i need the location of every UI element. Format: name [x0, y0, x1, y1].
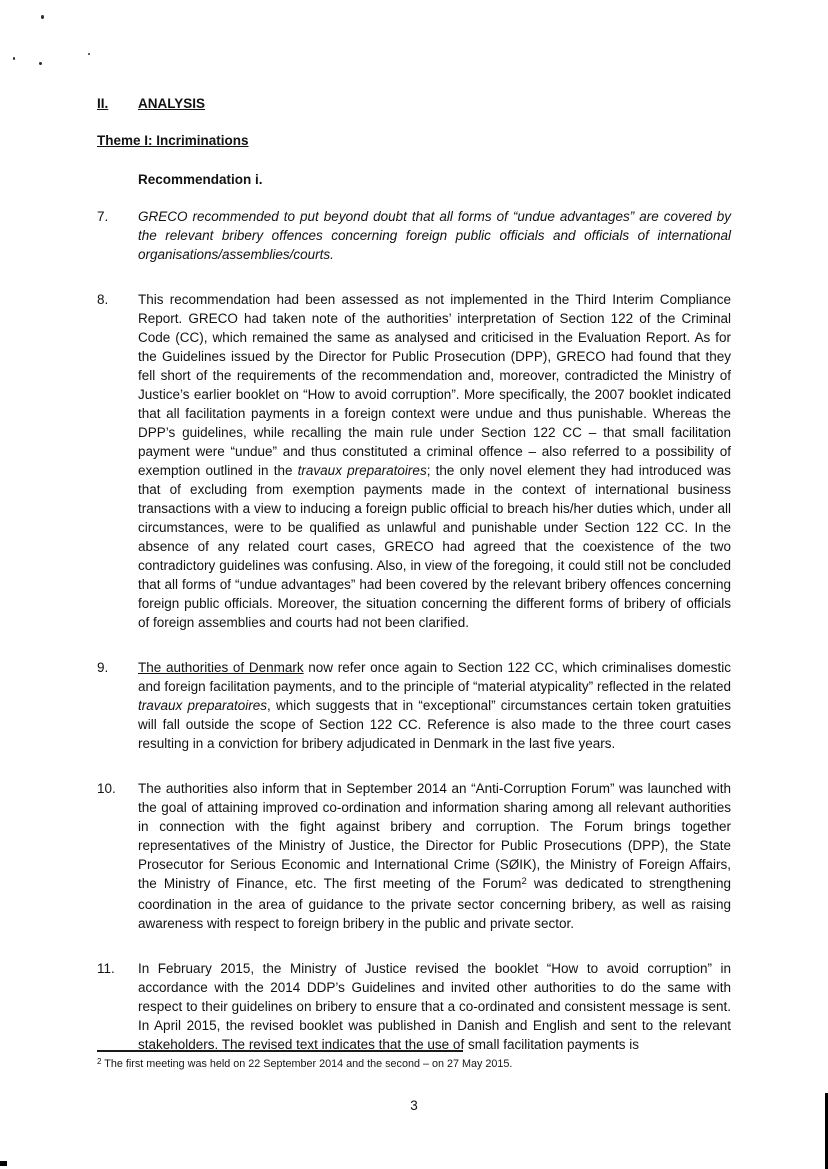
- section-heading: [97, 94, 731, 113]
- section-title: ANALYSIS: [138, 96, 206, 111]
- paragraph-text: The authorities also inform that in September 2014 an “Anti-Corruption Forum” was launched with the goal of attaining improved co-ordination and information sharing among all relevant authorities in connection with the fight against bribery and corruption. The Forum brings together representatives of the Ministry of Justice, the Director for Public Prosecutions (DPP), the State Prosecutor for Serious Economic and International Crime (SØIK), the Ministry of Foreign Affairs, the Ministry of Finance, etc. The first meeting of the Forum$^2$ was dedicated to strengthening coordination in the area of guidance to the private sector concerning bribery, as well as raising awareness with respect to foreign bribery in the public and private sector.: [138, 781, 731, 931]
- paragraph-11: [97, 959, 731, 1054]
- paragraph-9: [97, 658, 731, 753]
- page-number: 3: [410, 1098, 418, 1113]
- paragraph-number: 7.: [97, 209, 109, 224]
- footnote-text: [97, 1057, 731, 1072]
- scan-artifact: [13, 57, 15, 60]
- paragraph-10: [97, 779, 731, 933]
- section-number: II.: [97, 96, 109, 111]
- scan-artifact: [88, 53, 90, 55]
- paragraph-text: This recommendation had been assessed as not implemented in the Third Interim Compliance Report. GRECO had taken note of the authorities’ interpretation of Section 122 of the Criminal Code (CC), which remained the same as analysed and criticised in the Evaluation Report. As for the Guidelines issued by the Director for Public Prosecution (DPP), GRECO had found that they fell short of the requirements of the recommendation and, moreover, contradicted the Ministry of Justice’s earlier booklet on “How to avoid corruption”. More specifically, the 2007 booklet indicated that all facilitation payments in a foreign context were undue and thus punishable. Whereas the DPP’s guidelines, while recalling the main rule under Section 122 CC – that small facilitation payment were “undue” and thus constituted a criminal offence – also referred to a possibility of exemption outlined in the travaux preparatoires; the only novel element they had introduced was that of excluding from exemption payments made in the context of international business transactions with a view to inducing a foreign public official to breach his/her duties which, under all circumstances, were to be qualified as unlawful and punishable under Section 122 CC. In the absence of any related court cases, GRECO had agreed that the coexistence of the two contradictory guidelines was confusing. Also, in view of the foregoing, it could still not be concluded that all forms of “undue advantages” had been covered by the relevant bribery offences concerning foreign public officials. Moreover, the situation concerning the different forms of bribery of officials of foreign assemblies and courts had not been clarified.: [138, 292, 732, 630]
- footnote-separator: [97, 1050, 463, 1052]
- paragraph-number: 11.: [97, 961, 115, 976]
- paragraph-text: In February 2015, the Ministry of Justice revised the booklet “How to avoid corruption” in accordance with the 2014 DDP’s Guidelines and invited other authorities to do the same with respect to their guidelines on bribery to ensure that a co-ordinated and consistent message is sent. In April 2015, the revised booklet was published in Danish and English and sent to the relevant stakeholders. The revised text indicates that the use of small facilitation payments is: [138, 961, 731, 1052]
- scan-artifact: [39, 62, 42, 65]
- footnote-marker: 2: [97, 1057, 102, 1066]
- footnote-body: The first meeting was held on 22 September 2014 and the second – on 27 May 2015.: [101, 1058, 513, 1070]
- paragraph-number: 9.: [97, 660, 109, 675]
- recommendation-heading: Recommendation i.: [138, 172, 263, 187]
- paragraph-number: 10.: [97, 781, 116, 796]
- paragraph-text: The authorities of Denmark now refer once again to Section 122 CC, which criminalises domestic and foreign facilitation payments, and to the principle of “material atypicality” reflected in the related travaux preparatoires, which suggests that in “exceptional” circumstances certain token gratuities will fall outside the scope of Section 122 CC. Reference is also made to the three court cases resulting in a conviction for bribery adjudicated in Denmark in the last five years.: [138, 660, 731, 751]
- paragraph-text: GRECO recommended to put beyond doubt that all forms of “undue advantages” are covered by the relevant bribery offences concerning foreign public officials and officials of international organisations/assemblies/courts.: [138, 209, 731, 262]
- paragraph-8: [97, 290, 731, 632]
- footnote: [97, 1050, 731, 1072]
- scan-artifact: [41, 15, 44, 19]
- theme-heading: Theme I: Incriminations: [97, 133, 249, 148]
- paragraph-number: 8.: [97, 292, 109, 307]
- paragraph-7: [97, 207, 731, 264]
- scan-artifact: [0, 1161, 7, 1166]
